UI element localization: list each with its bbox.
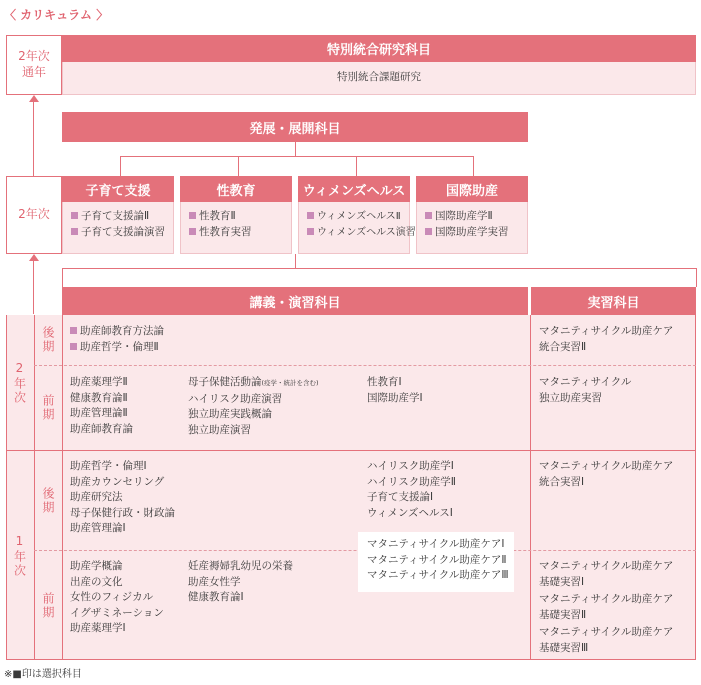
list-item: 助産学概論 (70, 560, 123, 572)
elective-item: 子育て支援論演習 (71, 225, 173, 241)
list-item: 女性のフィジカル (70, 591, 154, 604)
list-item: ハイリスク助産学Ⅱ (367, 475, 456, 488)
list-item: 妊産褥婦乳幼児の栄養 (188, 560, 293, 572)
list-item: マタニティサイクル助産ケア (539, 560, 674, 572)
list-item: 母子保健行政・財政論 (70, 506, 175, 519)
field-box-womens-health (298, 176, 416, 254)
field-box-childcare (62, 176, 174, 254)
breadcrumb[interactable]: 〈 カリキュラム 〉 (4, 8, 109, 22)
list-item: 出産の文化 (70, 575, 123, 588)
arrow-up-icon (29, 95, 39, 102)
y2-early-col1 (70, 375, 133, 437)
list-item: 基礎実習Ⅱ (539, 608, 587, 621)
year1-table-label: 1年次 (12, 533, 27, 578)
elective-item: 子育て支援論Ⅱ (71, 209, 173, 225)
elective-item: 性教育実習 (189, 225, 291, 241)
y1-early-practice (539, 559, 673, 657)
list-item: ウィメンズヘルスⅠ (367, 506, 453, 519)
y2-late-practice (539, 324, 673, 355)
elective-item: 性教育Ⅱ (189, 209, 291, 225)
term-early-label: 前期 (41, 394, 55, 422)
y2-early-practice (539, 375, 631, 406)
y1-early-col1 (70, 559, 164, 637)
list-item: マタニティサイクル助産ケアⅡ (367, 553, 507, 566)
term-late-label: 後期 (41, 486, 55, 515)
list-item: 助産哲学・倫理Ⅰ (70, 460, 147, 472)
elective-item: 助産哲学・倫理Ⅱ (70, 340, 164, 356)
list-item: 統合実習Ⅱ (539, 340, 587, 353)
list-item: 独立助産演習 (188, 423, 251, 436)
special-research-header: 特別統合研究科目 (62, 35, 696, 62)
list-item: 助産研究法 (70, 491, 123, 504)
field-title: 国際助産 (416, 176, 528, 202)
list-item: ハイリスク助産学Ⅰ (367, 460, 454, 472)
list-item: マタニティサイクル (539, 376, 632, 388)
y2-early-col3 (367, 375, 423, 406)
list-item: 助産女性学 (188, 575, 241, 588)
list-item: 独立助産実践概論 (188, 408, 272, 421)
list-item: 独立助産実習 (539, 391, 602, 404)
field-box-international-midwifery (416, 176, 528, 254)
elective-item: ウィメンズヘルス演習 (307, 225, 409, 241)
list-item: 助産管理論Ⅱ (70, 407, 128, 420)
field-title: ウィメンズヘルス (298, 176, 410, 202)
list-item: マタニティサイクル助産ケア (539, 593, 674, 606)
practice-header: 実習科目 (531, 287, 696, 315)
field-title: 性教育 (180, 176, 292, 202)
elective-item: 助産師教育方法論 (70, 324, 164, 340)
list-item: 助産薬理学Ⅱ (70, 376, 128, 388)
y1-late-practice (539, 459, 673, 490)
list-item: 健康教育論Ⅰ (188, 591, 244, 604)
list-item: 子育て支援論Ⅰ (367, 491, 434, 504)
list-item: 健康教育論Ⅱ (70, 391, 128, 404)
list-item: マタニティサイクル助産ケア (539, 626, 674, 639)
list-item: 母子保健活動論(疫学・統計を含む) (188, 376, 319, 388)
list-item: 助産師教育論 (70, 422, 133, 435)
development-header: 発展・展開科目 (62, 112, 528, 142)
list-item: 性教育Ⅰ (367, 376, 402, 388)
term-late-label: 後期 (41, 326, 55, 354)
field-box-sex-education (180, 176, 292, 254)
y1-maternity-care-box (358, 532, 514, 592)
list-item: 助産薬理学Ⅰ (70, 622, 126, 635)
year2-table-label: 2年次 (12, 360, 27, 405)
list-item: 基礎実習Ⅲ (539, 641, 589, 654)
elective-item: ウィメンズヘルスⅡ (307, 209, 409, 225)
list-item: マタニティサイクル助産ケアⅠ (367, 538, 505, 550)
list-item: マタニティサイクル助産ケア (539, 460, 674, 472)
year2-label: 2年次 (6, 176, 62, 254)
list-item: マタニティサイクル助産ケアⅢ (367, 569, 509, 582)
elective-item: 国際助産学実習 (425, 225, 527, 241)
lecture-header: 講義・演習科目 (62, 287, 528, 315)
special-research-subject: 特別統合課題研究 (62, 62, 696, 95)
elective-item: 国際助産学Ⅱ (425, 209, 527, 225)
y1-early-col2 (188, 559, 293, 606)
list-item: 統合実習Ⅰ (539, 475, 585, 488)
list-item: 助産カウンセリング (70, 475, 165, 488)
field-title: 子育て支援 (62, 176, 174, 202)
list-item: 基礎実習Ⅰ (539, 575, 585, 588)
arrow-up-icon (29, 254, 39, 261)
list-item: イグザミネーション (70, 606, 164, 619)
footnote: ※■印は選択科目 (4, 669, 82, 680)
term-early-label: 前期 (41, 591, 55, 620)
list-item: 助産管理論Ⅰ (70, 522, 126, 535)
y2-early-col2 (188, 375, 319, 438)
list-item: 国際助産学Ⅰ (367, 391, 423, 404)
list-item: マタニティサイクル助産ケア (539, 325, 674, 337)
list-item: ハイリスク助産演習 (188, 392, 283, 405)
y1-late-col1 (70, 459, 175, 537)
y2-late-lectures (70, 324, 164, 355)
y1-late-col3 (367, 459, 456, 521)
year2-full-label: 2年次 通年 (6, 35, 62, 95)
